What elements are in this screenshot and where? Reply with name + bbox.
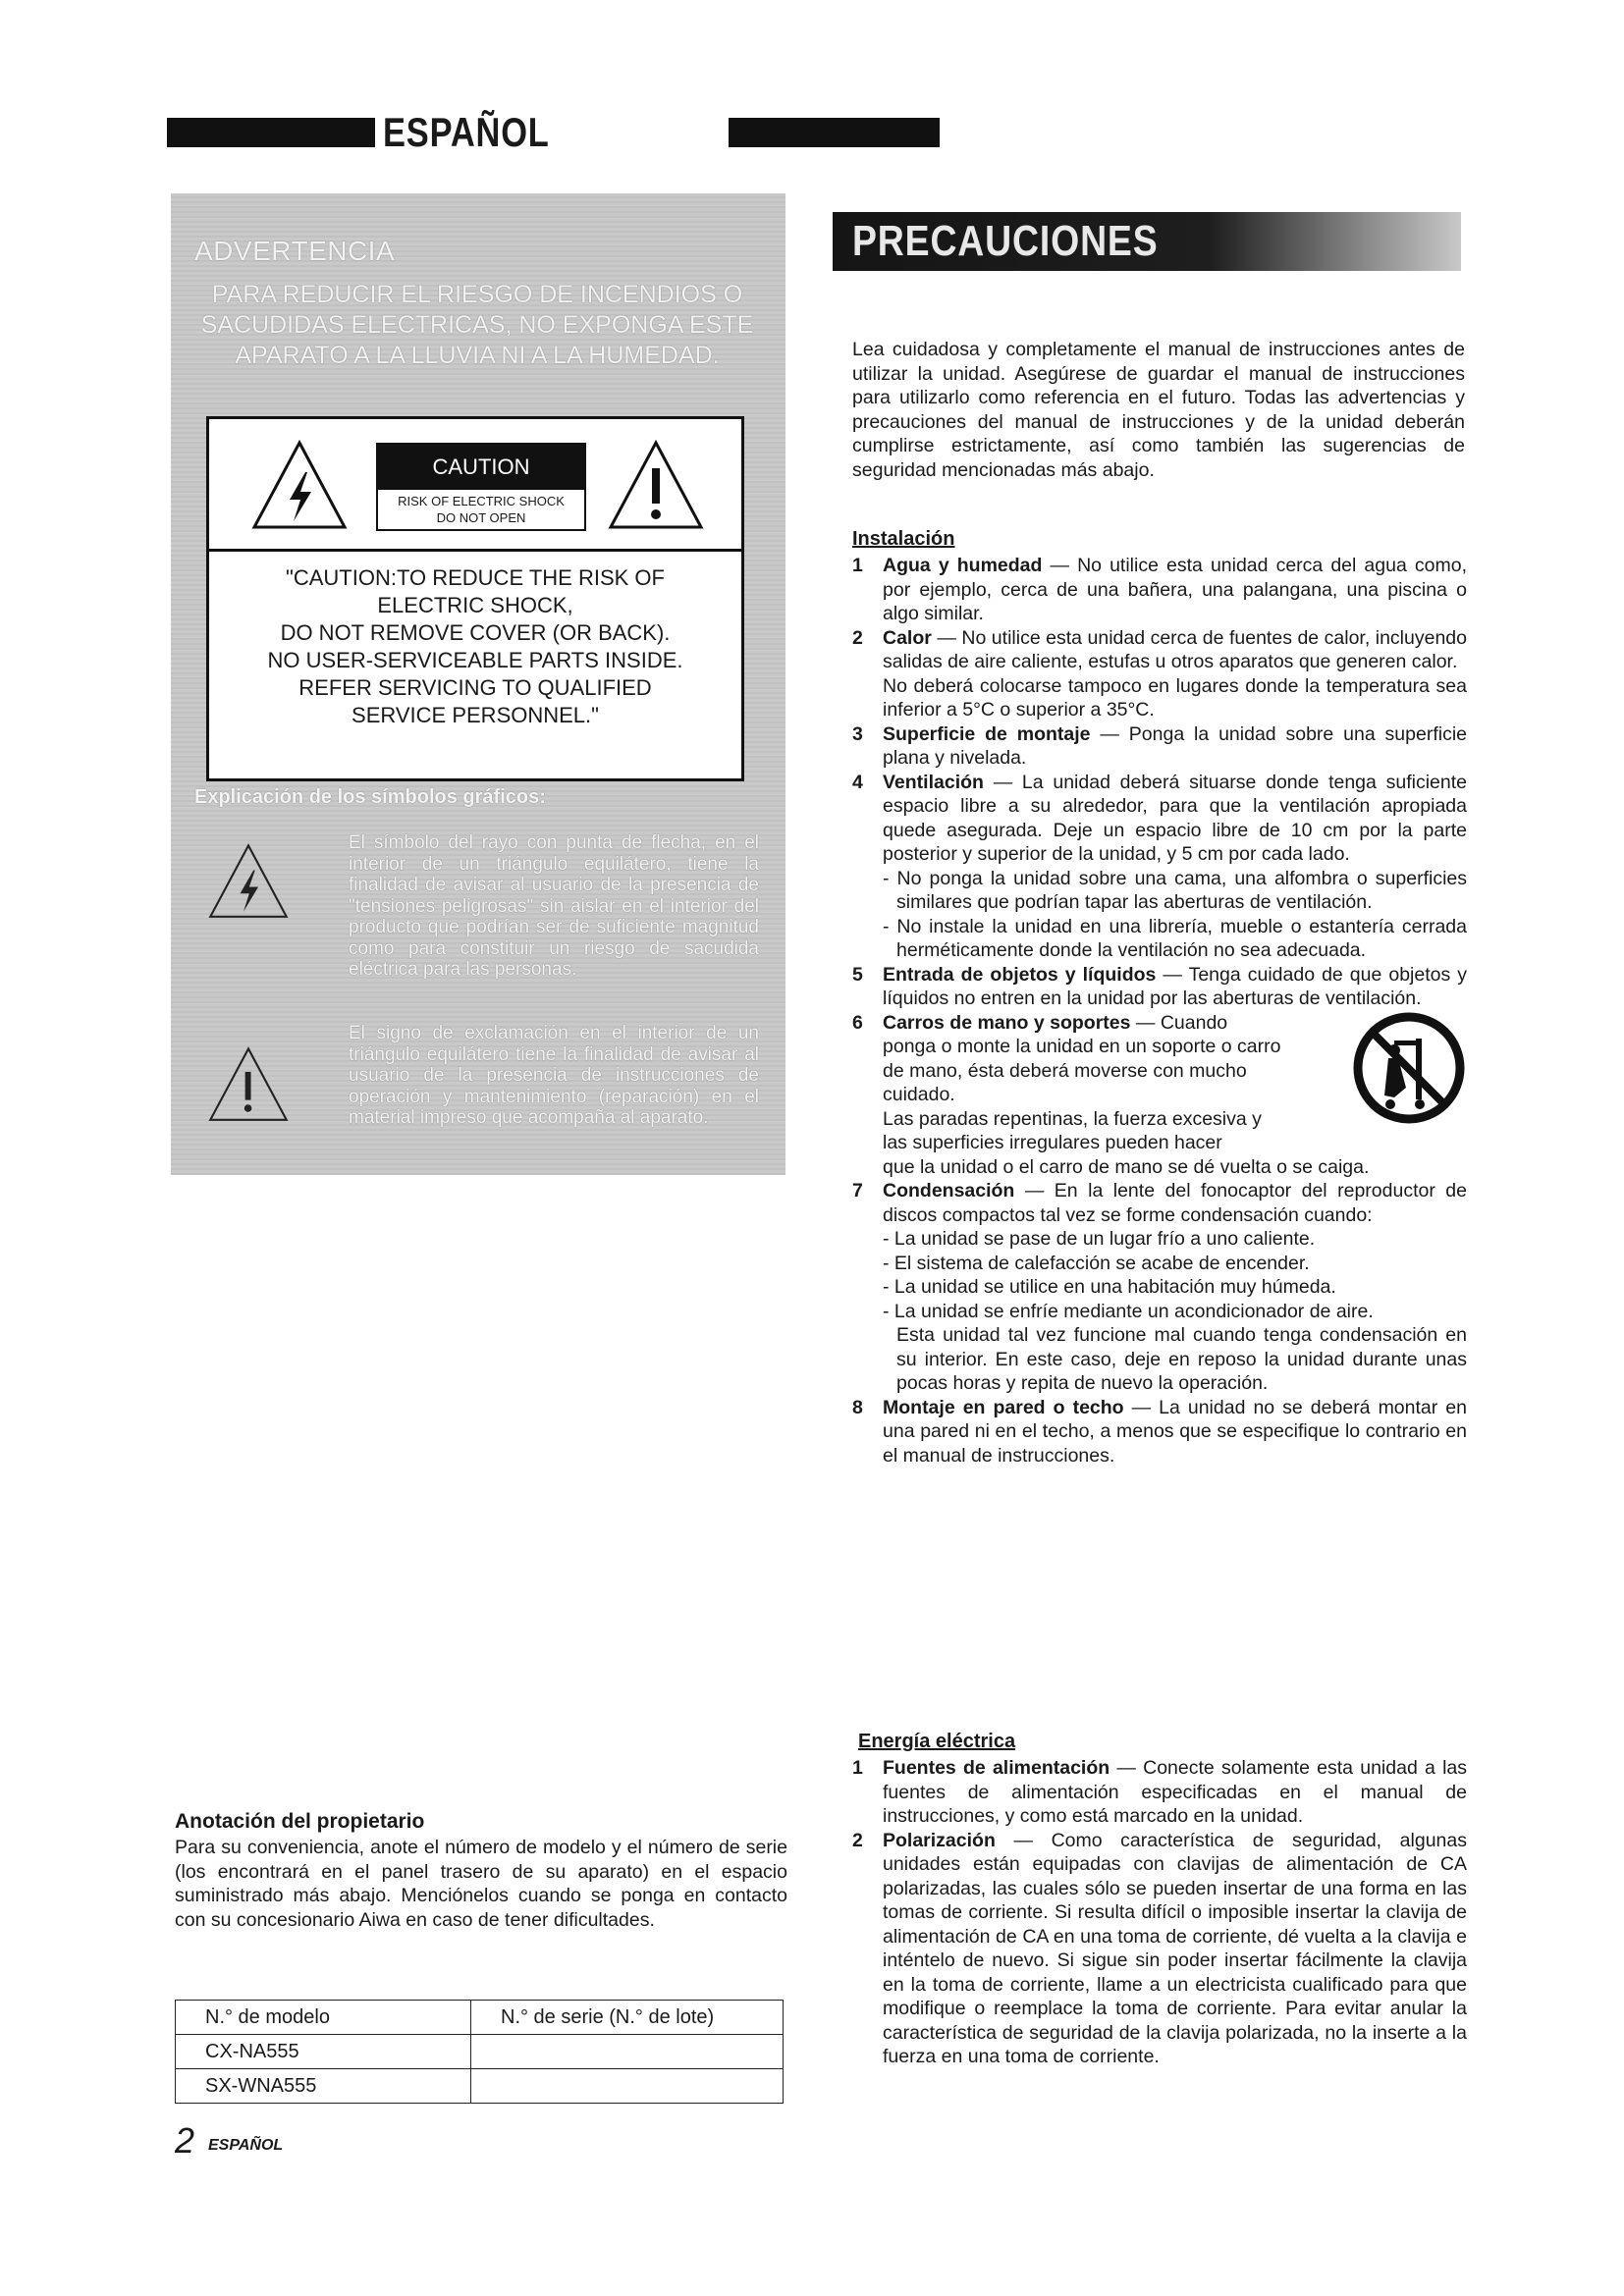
- item-subpoint: - La unidad se enfríe mediante un acondicionador de aire.: [883, 1300, 1374, 1322]
- item-subpoint: - La unidad se pase de un lugar frío a uno caliente.: [883, 1228, 1316, 1250]
- precautions-intro: Lea cuidadosa y completamente el manual de instrucciones antes de utilizar la unidad. Asegúrese de guardar el manual de instrucciones para utilizarlo como referencia en el futuro. Todas las advertencias y precauciones del manual de instrucciones y de la unidad deberán cumplirse estrictamente, así como también las sugerencias de seguridad mencionadas más abajo.: [852, 339, 1465, 481]
- item-subpoint: - El sistema de calefacción se acabe de encender.: [883, 1252, 1310, 1274]
- caution-line: REFER SERVICING TO QUALIFIED: [298, 675, 652, 700]
- item-term: Ventilación: [883, 771, 984, 793]
- item-term: Fuentes de alimentación: [883, 1757, 1110, 1779]
- list-item: [852, 1756, 1467, 1829]
- item-number: 7: [852, 1180, 863, 1201]
- item-extra: No deberá colocarse tampoco en lugares donde la temperatura sea inferior a 5°C o superior a 35°C.: [883, 674, 1467, 721]
- caution-message: [209, 564, 741, 729]
- caution-panel: [206, 416, 744, 781]
- item-text: — Cuando ponga o monte la unidad en un soporte o carro de mano, ésta deberá moverse con mucho cuidado.: [883, 1011, 1281, 1105]
- lightning-symbol-icon: [206, 842, 291, 921]
- item-term: Polarización: [883, 1829, 996, 1851]
- caution-symbol-row: [209, 419, 741, 552]
- page-label: ESPAÑOL: [208, 2137, 284, 2154]
- precautions-title: PRECAUCIONES: [852, 217, 1159, 265]
- owner-note-text: Para su conveniencia, anote el número de modelo y el número de serie (los encontrará en el panel trasero de su aparato) en el espacio suministrado más abajo. Menciónelos cuando se ponga en contacto con su concesionario Aiwa en caso de tener dificultades.: [175, 1837, 787, 1931]
- header-title: ESPAÑOL: [383, 109, 550, 155]
- list-item: [852, 963, 1467, 1011]
- list-item: [852, 1396, 1467, 1468]
- item-term: Agua y humedad: [883, 555, 1043, 576]
- list-item: [852, 1011, 1467, 1180]
- power-list: [852, 1756, 1467, 2069]
- item-term: Carros de mano y soportes: [883, 1011, 1131, 1034]
- item-term: Superficie de montaje: [883, 722, 1091, 745]
- caution-line: DO NOT REMOVE COVER (OR BACK).: [280, 620, 671, 645]
- item-number: 4: [852, 771, 863, 793]
- exclamation-symbol-text: El signo de exclamación en el interior de un triángulo equilátero tiene la finalidad de avisar al usuario de la presencia de instrucciones de operación y mantenimiento (reparación) en el material impreso que acompaña al aparato.: [349, 1023, 759, 1128]
- model-column-header: N.° de modelo: [176, 2001, 471, 2035]
- item-text: — En la lente del fonocaptor del reproductor de discos compactos tal vez se forme condensación cuando:: [883, 1180, 1467, 1226]
- item-text: — No utilice esta unidad cerca de fuentes de calor, incluyendo salidas de aire caliente, estufas u otros aparatos que generen calor.: [883, 626, 1467, 672]
- symbols-title: Explicación de los símbolos gráficos:: [194, 786, 546, 808]
- table-header-row: [176, 2001, 784, 2035]
- item-subpoint: - La unidad se utilice en una habitación muy húmeda.: [883, 1276, 1336, 1298]
- caution-label-title: CAUTION: [378, 445, 584, 490]
- header-bar-right: [729, 118, 940, 147]
- owner-record-table: [175, 2000, 784, 2104]
- model-cell: SX-WNA555: [176, 2069, 471, 2104]
- item-subpoint: - No instale la unidad en una librería, mueble o estantería cerrada herméticamente donde la ventilación no sea adecuada.: [883, 915, 1467, 961]
- owner-note-title: Anotación del propietario: [175, 1810, 425, 1833]
- caution-line: "CAUTION:TO REDUCE THE RISK OF: [286, 565, 665, 590]
- item-number: 2: [852, 1829, 863, 1851]
- item-number: 3: [852, 722, 863, 745]
- item-extra: Las paradas repentinas, la fuerza excesiva y las superficies irregulares pueden hacer: [883, 1107, 1262, 1153]
- item-text: — Como característica de seguridad, algunas unidades están equipadas con clavijas de alimentación de CA polarizadas, las cuales sólo se pueden insertar de una forma en las tomas de corriente. Si resulta difícil o imposible insertar la clavija de alimentación de CA en una toma de corriente, dé vuelta a la clavija e inténtelo de nuevo. Si sigue sin poder insertar fácilmente la clavija en la toma de corriente, llame a un electricista cualificado para que modifique o reemplace la toma de corriente. Para evitar anular la característica de seguridad de la clavija polarizada, no la inserte a la fuerza en una toma de corriente.: [883, 1829, 1467, 2067]
- caution-line: ELECTRIC SHOCK,: [377, 593, 573, 617]
- caution-line: NO USER-SERVICEABLE PARTS INSIDE.: [267, 648, 683, 672]
- exclamation-warning-icon: [607, 439, 705, 532]
- item-tail: que la unidad o el carro de mano se dé vuelta o se caiga.: [883, 1155, 1370, 1178]
- item-text: — La unidad no se deberá montar en una pared ni en el techo, a menos que se especifique lo contrario en el manual de instrucciones.: [883, 1396, 1467, 1467]
- item-text: — Tenga cuidado de que objetos y líquidos no entren en la unidad por las aberturas de ventilación.: [883, 963, 1467, 1009]
- item-number: 5: [852, 963, 863, 986]
- list-item: [852, 722, 1467, 771]
- caution-label-sub2: DO NOT OPEN: [436, 510, 526, 525]
- item-number: 8: [852, 1396, 863, 1418]
- lightning-symbol-text: El símbolo del rayo con punta de flecha, en el interior de un triángulo equilátero, tiene la finalidad de avisar al usuario de la presencia de "tensiones peligrosas" sin aislar en el interior del producto que podrían ser de suficiente magnitud como para constituir un riesgo de sacudida eléctrica para las personas.: [349, 832, 759, 980]
- warning-text: PARA REDUCIR EL RIESGO DE INCENDIOS O SACUDIDAS ELECTRICAS, NO EXPONGA ESTE APARATO A LA LLUVIA NI A LA HUMEDAD.: [200, 281, 754, 369]
- item-number: 1: [852, 1757, 863, 1779]
- item-number: 2: [852, 626, 863, 649]
- model-cell: CX-NA555: [176, 2035, 471, 2069]
- item-text: — Conecte solamente esta unidad a las fuentes de alimentación especificadas en el manual de instrucciones, y como está marcado en la unidad.: [883, 1757, 1467, 1827]
- warning-title: ADVERTENCIA: [194, 236, 396, 266]
- list-item: [852, 1179, 1467, 1396]
- list-item: [852, 626, 1467, 722]
- table-row: [176, 2069, 784, 2104]
- item-text: — No utilice esta unidad cerca del agua como, por ejemplo, cerca de una bañera, una palangana, una piscina o algo similar.: [883, 555, 1467, 624]
- table-row: [176, 2035, 784, 2069]
- caution-label: [376, 443, 586, 531]
- installation-list: [852, 554, 1467, 1468]
- item-tail: Esta unidad tal vez funcione mal cuando tenga condensación en su interior. En este caso, deje en reposo la unidad durante unas pocas horas y repita de nuevo la operación.: [896, 1324, 1467, 1394]
- list-item: [852, 1829, 1467, 2069]
- item-number: 1: [852, 555, 863, 576]
- serial-cell[interactable]: [471, 2069, 784, 2104]
- item-term: Calor: [883, 626, 932, 649]
- page-number: 2: [175, 2120, 195, 2161]
- cart-warning-icon: [1351, 1011, 1467, 1129]
- caution-line: SERVICE PERSONNEL.": [352, 703, 599, 727]
- installation-title: Instalación: [852, 528, 955, 550]
- item-text: — La unidad deberá situarse donde tenga suficiente espacio libre a su alrededor, para que la ventilación apropiada quede asegurada. Deje un espacio libre de 10 cm por la parte posterior y superior de la unidad, y 5 cm por cada lado.: [883, 771, 1467, 865]
- serial-column-header: N.° de serie (N.° de lote): [471, 2001, 784, 2035]
- item-text: — Ponga la unidad sobre una superficie plana y nivelada.: [883, 722, 1467, 769]
- exclamation-symbol-icon: [206, 1045, 291, 1124]
- list-item: [852, 771, 1467, 963]
- list-item: [852, 554, 1467, 626]
- item-term: Entrada de objetos y líquidos: [883, 963, 1157, 986]
- item-term: Montaje en pared o techo: [883, 1396, 1124, 1418]
- serial-cell[interactable]: [471, 2035, 784, 2069]
- lightning-warning-icon: [250, 439, 349, 532]
- item-number: 6: [852, 1011, 863, 1034]
- item-term: Condensación: [883, 1180, 1015, 1201]
- language-header: [167, 110, 776, 155]
- power-title: Energía eléctrica: [858, 1731, 1016, 1752]
- header-bar-left: [167, 118, 375, 147]
- caution-label-sub1: RISK OF ELECTRIC SHOCK: [398, 494, 565, 508]
- item-subpoint: - No ponga la unidad sobre una cama, una alfombra o superficies similares que podrían tapar las aberturas de ventilación.: [883, 867, 1467, 913]
